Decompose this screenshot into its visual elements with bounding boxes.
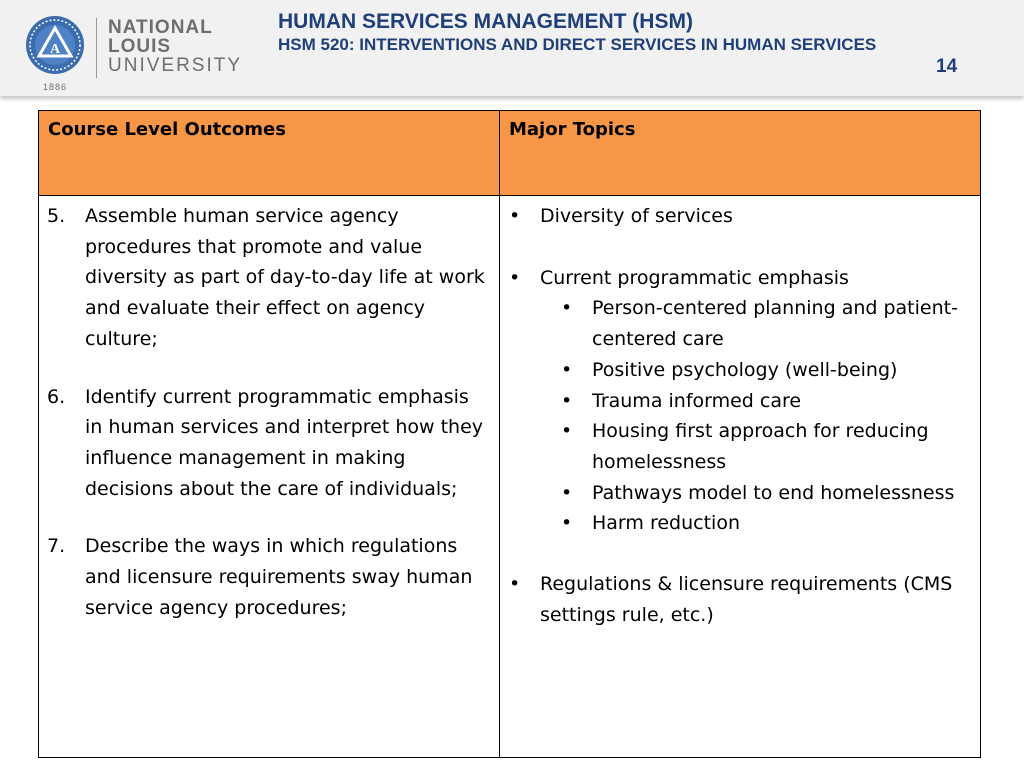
subtopic-text: Positive psychology (well-being) [592,358,898,381]
bullet-icon: • [561,512,573,535]
wordmark-line-1: NATIONAL [108,17,213,38]
subtopic-item [509,386,972,417]
slide-title: HUMAN SERVICES MANAGEMENT (HSM) [278,10,693,33]
topic-item [509,263,972,294]
outcome-item [47,531,491,623]
outcome-text: Identify current programmatic emphasis in human services and interpret how they influence management in making decisions about the care of individuals; [85,385,484,500]
subtopic-text: Housing first approach for reducing homelessness [592,420,929,473]
bullet-icon: • [561,297,573,320]
topic-text: Current programmatic emphasis [540,266,849,289]
bullet-icon: • [561,420,573,443]
bullet-icon: • [509,266,521,289]
bullet-icon: • [561,358,573,381]
outcomes-cell [39,196,500,758]
outcome-item [47,201,491,355]
topic-item [509,201,972,232]
subtopic-text: Person-centered planning and patient-centered care [592,297,958,351]
outcome-text: Describe the ways in which regulations and licensure requirements sway human service agency procedures; [85,535,473,619]
topic-text: Regulations & licensure requirements (CMS settings rule, etc.) [540,573,953,626]
wordmark-line-3: UNIVERSITY [108,55,243,76]
university-seal-icon [24,14,86,92]
subtopic-item [509,293,972,354]
bullet-icon: • [509,573,521,596]
header-major-topics: Major Topics [500,111,981,196]
seal-year: 1886 [42,82,68,92]
university-wordmark [108,18,242,75]
outcome-number: 7. [47,535,66,558]
slide-header [0,0,1024,96]
subtopic-text: Trauma informed care [592,389,802,412]
slide-titles [278,10,898,55]
header-course-level-outcomes: Course Level Outcomes [39,111,500,196]
bullet-icon: • [561,389,573,412]
outcome-number: 6. [47,385,66,408]
subtopic-text: Harm reduction [592,512,740,535]
topics-cell [500,196,981,758]
logo-divider [96,18,97,78]
outcome-number: 5. [47,205,66,227]
outcome-text: Assemble human service agency procedures that promote and value diversity as part of day-to-day life at work and evaluate their effect on agency culture; [85,205,485,350]
wordmark-line-2: LOUIS [108,36,172,57]
subtopic-item [509,355,972,386]
topic-item [509,569,972,630]
table-header-row [39,111,981,196]
topic-text: Diversity of services [540,205,733,227]
page-number: 14 [936,56,958,77]
subtopic-item [509,508,972,539]
seal-letter: A [49,42,61,57]
table-row [39,196,981,758]
bullet-icon: • [509,205,521,227]
slide-subtitle: HSM 520: INTERVENTIONS AND DIRECT SERVICES IN HUMAN SERVICES [278,35,877,54]
bullet-icon: • [561,481,573,504]
subtopic-text: Pathways model to end homelessness [592,481,955,504]
subtopic-item [509,416,972,477]
outcome-item [47,382,491,505]
subtopic-item [509,478,972,509]
outcomes-topics-table [38,110,981,758]
